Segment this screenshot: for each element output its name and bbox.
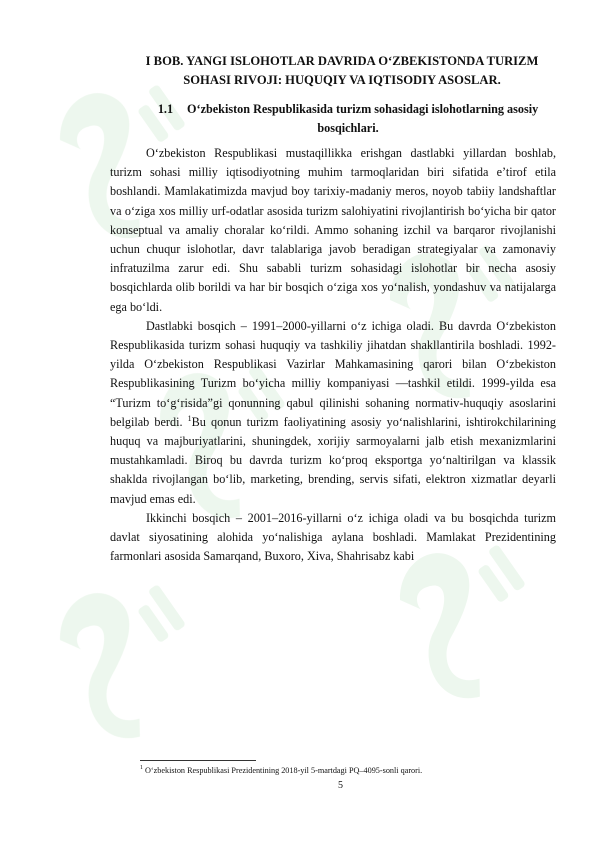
page-number: 5 xyxy=(338,780,343,791)
section-number: 1.1 xyxy=(157,102,174,116)
paragraph-first-stage xyxy=(110,317,556,509)
chapter-title: I BOB. YANGI ISLOHOTLAR DAVRIDA O‘ZBEKISTONDA TURIZM SOHASI RIVOJI: HUQUQIY VA IQTISODIY ASOSLAR. xyxy=(145,54,539,87)
page-content xyxy=(110,52,556,566)
section-title: O‘zbekiston Respublikasida turizm sohasidagi islohotlarning asosiy bosqichlari. xyxy=(187,102,539,135)
footnote-reference[interactable]: 1 xyxy=(187,413,192,423)
paragraph-first-stage-text-a: Dastlabki bosqich – 1991–2000-yillarni o‘z ichiga oladi. Bu davrda O‘zbekiston Respublikasida turizm sohasi huquqiy va tashkiliy jihatdan shakllantirila boshladi. 1992-yilda O‘zbekiston Respublikasi Vazirlar Mahkamasining qarori bilan O‘zbekiston Respublikasining Turizm bo‘yicha milliy kompaniyasi —tashkil etildi. 1999-yilda esa “Turizm to‘g‘risida”gi qonunning qabul qilinishi sohaning normativ-huquqiy asoslarini belgilab berdi. xyxy=(110,318,556,429)
paragraph-second-stage: Ikkinchi bosqich – 2001–2016-yillarni o‘z ichiga oladi va bu bosqichda turizm davlat siyosatining alohida yo‘nalishiga aylana boshladi. Mamlakat Prezidentining farmonlari asosida Samarqand, Buxoro, Xiva, Shahrisabz kabi xyxy=(110,510,556,564)
paragraph-first-stage-text-b: Bu qonun turizm faoliyatining asosiy yo‘nalishlarini, ishtirokchilarining huquq va majburiyatlarini, shuningdek, xorijiy sarmoyalarni jalb etish mexanizmlarini mustahkamladi. Biroq bu davrda turizm ko‘proq eksportga yo‘naltirilgan va klassik shaklda rivojlangan bo‘lib, marketing, brending, servis sifati, elektron xizmatlar deyarli mavjud emas edi. xyxy=(110,414,556,506)
footnote-text: O‘zbekiston Respublikasi Prezidentining 2018-yil 5-martdagi PQ–4095-sonli qarori. xyxy=(145,766,423,775)
footnote-separator xyxy=(140,760,256,761)
footnote-mark: 1 xyxy=(140,765,143,772)
section-heading xyxy=(110,100,556,138)
footnote xyxy=(140,765,560,776)
paragraph-intro: O‘zbekiston Respublikasi mustaqillikka erishgan dastlabki yillardan boshlab, turizm sohasi milliy iqtisodiyotning muhim tarmoqlaridan biri sifatida e’tirof etila boshlandi. Mamlakatimizda mavjud boy tarixiy-madaniy meros, noyob tabiiy landshaftlar va o‘ziga xos milliy urf-odatlar asosida turizm salohiyatini rivojlantirish bo‘yicha bir qator konseptual va amaliy choralar ko‘rildi. Ammo sohaning izchil va barqaror rivojlanishi uchun chuqur islohotlar, davr talablariga javob beradigan strategiyalar va zamonaviy infratuzilma zarur edi. Shu sababli turizm sohasidagi islohotlar bir necha asosiy bosqichlarda olib borildi va har bir bosqich o‘ziga xos yo‘nalish, yondashuv va natijalarga ega bo‘ldi. xyxy=(110,146,556,314)
